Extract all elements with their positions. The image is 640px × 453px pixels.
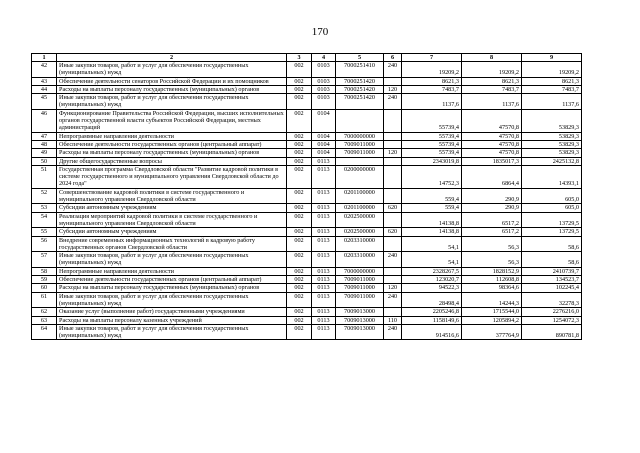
row-section-code: 0103 xyxy=(312,77,336,85)
table-row xyxy=(32,276,582,284)
table-row xyxy=(32,292,582,308)
row-ministry-code: 002 xyxy=(287,276,312,284)
row-value-col8: 7483,7 xyxy=(462,85,522,93)
row-expense-type: 620 xyxy=(384,228,402,236)
row-expense-type: 120 xyxy=(384,284,402,292)
row-number: 45 xyxy=(32,94,57,110)
row-ministry-code: 002 xyxy=(287,252,312,268)
row-section-code: 0113 xyxy=(312,276,336,284)
row-section-code: 0104 xyxy=(312,140,336,148)
row-value-col8: 47570,8 xyxy=(462,140,522,148)
row-value-col7: 1137,6 xyxy=(402,94,462,110)
row-number: 60 xyxy=(32,284,57,292)
row-section-code: 0104 xyxy=(312,132,336,140)
row-section-code: 0113 xyxy=(312,292,336,308)
row-expense-type: 110 xyxy=(384,316,402,324)
row-value-col8: 56,3 xyxy=(462,236,522,252)
row-ministry-code: 002 xyxy=(287,165,312,188)
row-value-col9: 8621,3 xyxy=(522,77,582,85)
row-value-col8: 112608,8 xyxy=(462,276,522,284)
row-name: Непрограммные направления деятельности xyxy=(57,132,287,140)
column-header: 7 xyxy=(402,54,462,62)
row-expense-type xyxy=(384,157,402,165)
row-value-col7: 14138,8 xyxy=(402,228,462,236)
row-number: 44 xyxy=(32,85,57,93)
row-section-code: 0113 xyxy=(312,252,336,268)
row-ministry-code: 002 xyxy=(287,212,312,228)
row-section-code: 0113 xyxy=(312,267,336,275)
row-number: 58 xyxy=(32,267,57,275)
row-section-code: 0113 xyxy=(312,165,336,188)
table-header-row xyxy=(32,54,582,62)
row-value-col7: 8621,3 xyxy=(402,77,462,85)
row-name: Иные закупки товаров, работ и услуг для обеспечения государственных (муниципальных) нужд xyxy=(57,252,287,268)
row-target-code: 7009013000 xyxy=(336,324,384,340)
row-value-col7: 559,4 xyxy=(402,204,462,212)
row-name: Обеспечение деятельности сенаторов Российской Федерации и их помощников xyxy=(57,77,287,85)
row-name: Государственная программа Свердловской области "Развитие кадровой политики в системе государственного и муниципального управления Свердловской области до 2024 года" xyxy=(57,165,287,188)
row-value-col9: 2410739,7 xyxy=(522,267,582,275)
row-value-col7: 1158149,6 xyxy=(402,316,462,324)
row-value-col7: 14138,8 xyxy=(402,212,462,228)
row-value-col9: 1254072,3 xyxy=(522,316,582,324)
table-row xyxy=(32,94,582,110)
row-value-col7: 7483,7 xyxy=(402,85,462,93)
row-value-col9: 14393,1 xyxy=(522,165,582,188)
row-target-code: 0202500000 xyxy=(336,212,384,228)
row-value-col9: 605,0 xyxy=(522,204,582,212)
row-value-col9: 53829,3 xyxy=(522,132,582,140)
row-number: 43 xyxy=(32,77,57,85)
row-value-col9: 605,0 xyxy=(522,188,582,204)
row-ministry-code: 002 xyxy=(287,308,312,316)
row-section-code: 0103 xyxy=(312,62,336,78)
row-value-col7: 14752,3 xyxy=(402,165,462,188)
row-name: Расходы на выплаты персоналу государственных (муниципальных) органов xyxy=(57,85,287,93)
row-ministry-code: 002 xyxy=(287,85,312,93)
row-value-col7: 2328267,5 xyxy=(402,267,462,275)
row-value-col9: 7483,7 xyxy=(522,85,582,93)
row-ministry-code: 002 xyxy=(287,292,312,308)
row-name: Оказание услуг (выполнение работ) государственными учреждениями xyxy=(57,308,287,316)
table-row xyxy=(32,85,582,93)
row-expense-type: 240 xyxy=(384,94,402,110)
table-row xyxy=(32,212,582,228)
table-row xyxy=(32,77,582,85)
row-ministry-code: 002 xyxy=(287,324,312,340)
row-expense-type: 240 xyxy=(384,252,402,268)
row-value-col8: 56,3 xyxy=(462,252,522,268)
row-number: 63 xyxy=(32,316,57,324)
row-expense-type xyxy=(384,188,402,204)
row-target-code: 0201100000 xyxy=(336,204,384,212)
row-value-col8: 6517,2 xyxy=(462,212,522,228)
row-section-code: 0104 xyxy=(312,149,336,157)
row-value-col9: 134523,7 xyxy=(522,276,582,284)
row-section-code: 0113 xyxy=(312,204,336,212)
row-value-col8: 6517,2 xyxy=(462,228,522,236)
row-expense-type: 240 xyxy=(384,292,402,308)
row-expense-type xyxy=(384,132,402,140)
row-target-code xyxy=(336,109,384,132)
row-value-col8: 290,9 xyxy=(462,204,522,212)
row-value-col8: 1205894,2 xyxy=(462,316,522,324)
row-expense-type: 240 xyxy=(384,324,402,340)
table-row xyxy=(32,324,582,340)
page-number: 170 xyxy=(311,26,329,38)
column-header: 1 xyxy=(32,54,57,62)
row-ministry-code: 002 xyxy=(287,236,312,252)
row-number: 59 xyxy=(32,276,57,284)
row-target-code: 7009011000 xyxy=(336,292,384,308)
row-ministry-code: 002 xyxy=(287,267,312,275)
row-name: Непрограммные направления деятельности xyxy=(57,267,287,275)
row-value-col9: 53829,3 xyxy=(522,140,582,148)
row-value-col9: 58,6 xyxy=(522,252,582,268)
row-number: 51 xyxy=(32,165,57,188)
row-target-code: 7009011000 xyxy=(336,276,384,284)
table-row xyxy=(32,165,582,188)
row-value-col7: 2343019,8 xyxy=(402,157,462,165)
row-target-code: 7000251410 xyxy=(336,62,384,78)
row-section-code: 0113 xyxy=(312,316,336,324)
row-target-code: 0202500000 xyxy=(336,228,384,236)
row-ministry-code: 002 xyxy=(287,149,312,157)
row-section-code: 0104 xyxy=(312,109,336,132)
row-section-code: 0113 xyxy=(312,157,336,165)
row-ministry-code: 002 xyxy=(287,140,312,148)
row-value-col8: 6864,4 xyxy=(462,165,522,188)
row-expense-type xyxy=(384,140,402,148)
row-name: Другие общегосударственные вопросы xyxy=(57,157,287,165)
row-value-col7: 914516,6 xyxy=(402,324,462,340)
table-row xyxy=(32,132,582,140)
row-value-col8: 98364,6 xyxy=(462,284,522,292)
row-name: Совершенствование кадровой политики в системе государственного и муниципального управления Свердловской области xyxy=(57,188,287,204)
row-target-code: 7000251420 xyxy=(336,94,384,110)
row-ministry-code: 002 xyxy=(287,316,312,324)
row-value-col8: 19209,2 xyxy=(462,62,522,78)
row-target-code xyxy=(336,157,384,165)
row-number: 47 xyxy=(32,132,57,140)
row-value-col7: 559,4 xyxy=(402,188,462,204)
row-number: 49 xyxy=(32,149,57,157)
row-expense-type xyxy=(384,267,402,275)
row-ministry-code: 002 xyxy=(287,204,312,212)
row-expense-type xyxy=(384,109,402,132)
row-name: Иные закупки товаров, работ и услуг для обеспечения государственных (муниципальных) нужд xyxy=(57,94,287,110)
row-name: Обеспечение деятельности государственных органов (центральный аппарат) xyxy=(57,140,287,148)
row-value-col8: 1828152,9 xyxy=(462,267,522,275)
row-value-col9: 13729,5 xyxy=(522,228,582,236)
row-expense-type xyxy=(384,165,402,188)
row-value-col7: 55739,4 xyxy=(402,109,462,132)
row-name: Реализация мероприятий кадровой политики в системе государственного и муниципального управления Свердловской области xyxy=(57,212,287,228)
row-ministry-code: 002 xyxy=(287,62,312,78)
row-number: 52 xyxy=(32,188,57,204)
row-value-col9: 19209,2 xyxy=(522,62,582,78)
table-row xyxy=(32,284,582,292)
row-expense-type xyxy=(384,276,402,284)
row-expense-type xyxy=(384,212,402,228)
row-value-col8: 47570,8 xyxy=(462,109,522,132)
row-section-code: 0113 xyxy=(312,324,336,340)
table-row xyxy=(32,140,582,148)
row-value-col9: 102245,4 xyxy=(522,284,582,292)
row-section-code: 0113 xyxy=(312,188,336,204)
row-section-code: 0113 xyxy=(312,284,336,292)
table-row xyxy=(32,308,582,316)
row-name: Иные закупки товаров, работ и услуг для обеспечения государственных (муниципальных) нужд xyxy=(57,324,287,340)
row-value-col8: 1137,6 xyxy=(462,94,522,110)
table-row xyxy=(32,228,582,236)
row-name: Субсидии автономным учреждениям xyxy=(57,228,287,236)
row-name: Расходы на выплаты персоналу казенных учреждений xyxy=(57,316,287,324)
row-value-col9: 890781,8 xyxy=(522,324,582,340)
row-value-col8: 1835017,3 xyxy=(462,157,522,165)
row-value-col7: 55739,4 xyxy=(402,132,462,140)
row-target-code: 7009013000 xyxy=(336,316,384,324)
row-value-col7: 123020,7 xyxy=(402,276,462,284)
column-header: 4 xyxy=(312,54,336,62)
column-header: 5 xyxy=(336,54,384,62)
row-ministry-code: 002 xyxy=(287,94,312,110)
row-value-col8: 1715544,0 xyxy=(462,308,522,316)
row-section-code: 0113 xyxy=(312,228,336,236)
row-target-code: 0201100000 xyxy=(336,188,384,204)
column-header: 9 xyxy=(522,54,582,62)
row-name: Субсидии автономным учреждениям xyxy=(57,204,287,212)
row-expense-type: 240 xyxy=(384,62,402,78)
row-target-code: 7009011000 xyxy=(336,149,384,157)
row-number: 61 xyxy=(32,292,57,308)
row-ministry-code: 002 xyxy=(287,284,312,292)
row-name: Расходы на выплаты персоналу государственных (муниципальных) органов xyxy=(57,149,287,157)
row-target-code: 7009013000 xyxy=(336,308,384,316)
column-header: 3 xyxy=(287,54,312,62)
row-expense-type xyxy=(384,77,402,85)
table-row xyxy=(32,157,582,165)
row-ministry-code: 002 xyxy=(287,188,312,204)
row-name: Иные закупки товаров, работ и услуг для обеспечения государственных (муниципальных) нужд xyxy=(57,292,287,308)
row-target-code: 0203310000 xyxy=(336,236,384,252)
row-number: 53 xyxy=(32,204,57,212)
row-value-col8: 377764,9 xyxy=(462,324,522,340)
row-number: 55 xyxy=(32,228,57,236)
row-value-col7: 55739,4 xyxy=(402,140,462,148)
table-row xyxy=(32,109,582,132)
row-value-col9: 53829,3 xyxy=(522,109,582,132)
row-value-col7: 94522,3 xyxy=(402,284,462,292)
row-target-code: 7000251420 xyxy=(336,77,384,85)
row-target-code: 7000000000 xyxy=(336,267,384,275)
row-name: Внедрение современных информационных технологий в кадровую работу государственных органов Свердловской области xyxy=(57,236,287,252)
row-target-code: 7000251420 xyxy=(336,85,384,93)
row-number: 64 xyxy=(32,324,57,340)
row-target-code: 7009011000 xyxy=(336,140,384,148)
table-row xyxy=(32,316,582,324)
column-header: 2 xyxy=(57,54,287,62)
row-number: 46 xyxy=(32,109,57,132)
row-expense-type: 120 xyxy=(384,149,402,157)
table-row xyxy=(32,267,582,275)
table-row xyxy=(32,62,582,78)
row-expense-type: 620 xyxy=(384,204,402,212)
table-body xyxy=(32,62,582,340)
row-number: 56 xyxy=(32,236,57,252)
table-row xyxy=(32,204,582,212)
table-row xyxy=(32,188,582,204)
column-header: 8 xyxy=(462,54,522,62)
row-value-col7: 54,1 xyxy=(402,252,462,268)
row-value-col9: 53829,3 xyxy=(522,149,582,157)
row-value-col8: 8621,3 xyxy=(462,77,522,85)
row-value-col7: 54,1 xyxy=(402,236,462,252)
row-number: 48 xyxy=(32,140,57,148)
table-row xyxy=(32,236,582,252)
row-section-code: 0113 xyxy=(312,212,336,228)
row-expense-type xyxy=(384,308,402,316)
budget-table xyxy=(31,53,582,340)
row-ministry-code: 002 xyxy=(287,157,312,165)
row-number: 42 xyxy=(32,62,57,78)
row-value-col7: 28498,4 xyxy=(402,292,462,308)
row-value-col9: 1137,6 xyxy=(522,94,582,110)
row-number: 57 xyxy=(32,252,57,268)
row-expense-type: 120 xyxy=(384,85,402,93)
row-value-col8: 14244,3 xyxy=(462,292,522,308)
row-ministry-code: 002 xyxy=(287,228,312,236)
row-value-col9: 2276216,0 xyxy=(522,308,582,316)
row-name: Функционирование Правительства Российской Федерации, высших исполнительных органов государственной власти субъектов Российской Федерации, местных администраций xyxy=(57,109,287,132)
row-value-col9: 58,6 xyxy=(522,236,582,252)
row-expense-type xyxy=(384,236,402,252)
row-name: Иные закупки товаров, работ и услуг для обеспечения государственных (муниципальных) нужд xyxy=(57,62,287,78)
row-value-col8: 290,9 xyxy=(462,188,522,204)
row-value-col7: 55739,4 xyxy=(402,149,462,157)
row-value-col7: 2205246,8 xyxy=(402,308,462,316)
row-section-code: 0113 xyxy=(312,236,336,252)
row-value-col9: 32278,3 xyxy=(522,292,582,308)
row-section-code: 0103 xyxy=(312,85,336,93)
row-section-code: 0103 xyxy=(312,94,336,110)
row-value-col8: 47570,8 xyxy=(462,149,522,157)
row-target-code: 7000000000 xyxy=(336,132,384,140)
row-section-code: 0113 xyxy=(312,308,336,316)
row-target-code: 7009011000 xyxy=(336,284,384,292)
row-target-code: 0200000000 xyxy=(336,165,384,188)
column-header: 6 xyxy=(384,54,402,62)
row-name: Расходы на выплаты персоналу государственных (муниципальных) органов xyxy=(57,284,287,292)
row-ministry-code: 002 xyxy=(287,132,312,140)
table-row xyxy=(32,149,582,157)
row-value-col7: 19209,2 xyxy=(402,62,462,78)
row-number: 50 xyxy=(32,157,57,165)
row-target-code: 0203310000 xyxy=(336,252,384,268)
row-value-col8: 47570,8 xyxy=(462,132,522,140)
row-value-col9: 2425132,8 xyxy=(522,157,582,165)
row-ministry-code: 002 xyxy=(287,77,312,85)
row-ministry-code: 002 xyxy=(287,109,312,132)
row-name: Обеспечение деятельности государственных органов (центральный аппарат) xyxy=(57,276,287,284)
table-row xyxy=(32,252,582,268)
row-number: 62 xyxy=(32,308,57,316)
row-number: 54 xyxy=(32,212,57,228)
row-value-col9: 13729,5 xyxy=(522,212,582,228)
